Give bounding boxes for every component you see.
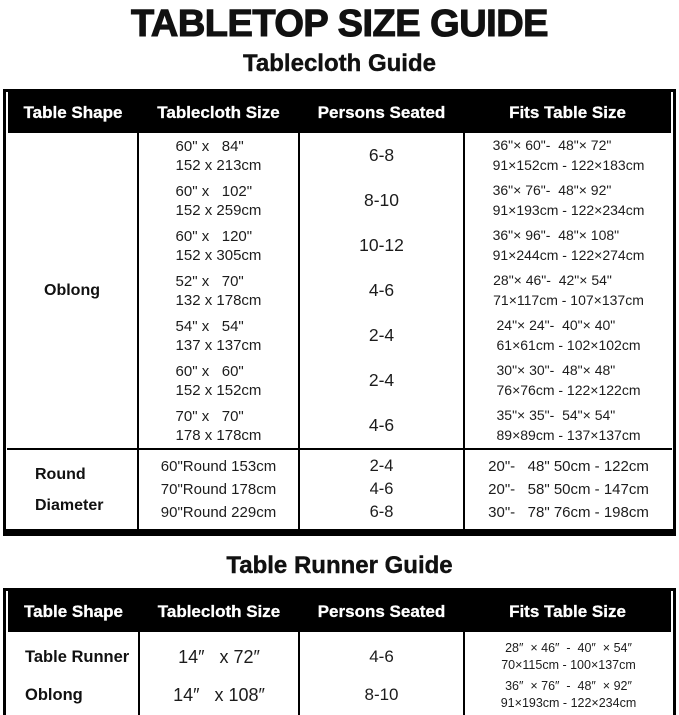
header-fits-table-size: Fits Table Size (464, 92, 672, 133)
fits-line-1: 36"× 60"- 48"× 72" (492, 137, 612, 153)
runner-row-2 (7, 676, 672, 715)
page-title: TABLETOP SIZE GUIDE (131, 3, 548, 45)
size-cell (138, 358, 299, 403)
size-line-1: 60" x 102" (175, 182, 253, 200)
runner-row-1 (7, 632, 672, 676)
fits-line-2: 70×115cm - 100×137cm (501, 658, 636, 672)
fits-cell (464, 133, 672, 178)
fits-cell (464, 178, 672, 223)
persons-cell: 10-12 (299, 223, 464, 268)
shape-line-round: Round (35, 465, 86, 483)
shape-line-diameter: Diameter (35, 496, 104, 514)
persons-cell: 2-4 (299, 313, 464, 358)
fits-line-1: 36″ × 76″ - 48″ × 92″ (505, 679, 632, 693)
size-line-1: 54" x 54" (175, 317, 244, 335)
size-cell (138, 223, 299, 268)
tablecloth-table (6, 92, 673, 529)
size-cell (138, 133, 299, 178)
fits-line-2: 76×76cm - 122×122cm (496, 381, 641, 398)
size-cell: 90"Round 229cm (138, 501, 299, 529)
shape-cell-oblong: Oblong (44, 281, 100, 299)
table-runner-guide-table (3, 588, 676, 715)
shape-cell-round-diameter (7, 449, 138, 529)
oblong-row-1 (7, 133, 672, 178)
size-line-1: 60" x 60" (175, 362, 244, 380)
fits-cell (464, 403, 672, 449)
size-line-1: 52" x 70" (175, 272, 244, 290)
size-line-2: 132 x 178cm (175, 291, 262, 309)
size-line-1: 60" x 84" (175, 137, 244, 155)
persons-cell: 4-6 (299, 478, 464, 501)
fits-cell: 30"- 78" 76cm - 198cm (464, 501, 672, 529)
fits-line-2: 71×117cm - 107×137cm (493, 291, 644, 308)
persons-cell: 8-10 (299, 676, 464, 715)
fits-line-1: 28″ × 46″ - 40″ × 54″ (505, 641, 632, 655)
fits-line-2: 89×89cm - 137×137cm (496, 426, 641, 443)
size-cell: 70"Round 178cm (138, 478, 299, 501)
header-table-shape: Table Shape (7, 591, 139, 632)
shape-cell: Table Runner (25, 647, 130, 666)
size-cell (138, 313, 299, 358)
size-cell: 60"Round 153cm (138, 449, 299, 478)
fits-cell: 20"- 48" 50cm - 122cm (464, 449, 672, 478)
header-fits-table-size: Fits Table Size (464, 591, 672, 632)
table-runner-guide-subtitle: Table Runner Guide (226, 552, 453, 579)
fits-line-2: 91×193cm - 122×234cm (500, 696, 637, 710)
fits-cell (464, 313, 672, 358)
tablecloth-guide-subtitle: Tablecloth Guide (243, 50, 436, 77)
size-line-2: 152 x 152cm (175, 381, 262, 399)
header-table-shape: Table Shape (7, 92, 138, 133)
fits-cell (464, 268, 672, 313)
size-line-2: 137 x 137cm (175, 336, 262, 354)
size-cell (138, 178, 299, 223)
round-row-1 (7, 449, 672, 478)
fits-cell: 20"- 58" 50cm - 147cm (464, 478, 672, 501)
fits-line-1: 24"× 24"- 40"× 40" (496, 317, 616, 333)
header-persons-seated: Persons Seated (299, 92, 464, 133)
size-line-1: 60" x 120" (175, 227, 253, 245)
fits-line-2: 91×152cm - 122×183cm (492, 156, 645, 173)
fits-cell (464, 223, 672, 268)
fits-line-1: 30"× 30"- 48"× 48" (496, 362, 616, 378)
persons-cell: 2-4 (299, 449, 464, 478)
fits-cell (464, 676, 672, 715)
fits-line-1: 28"× 46"- 42"× 54" (493, 272, 612, 288)
persons-cell: 2-4 (299, 358, 464, 403)
size-line-1: 70" x 70" (175, 407, 244, 425)
size-cell: 14″ x 108″ (139, 676, 299, 715)
persons-cell: 4-6 (299, 403, 464, 449)
fits-cell (464, 358, 672, 403)
shape-cell: Oblong (25, 685, 83, 704)
fits-cell (464, 632, 672, 676)
fits-line-2: 91×193cm - 122×234cm (492, 201, 645, 218)
size-line-2: 152 x 305cm (175, 246, 262, 264)
header-persons-seated: Persons Seated (299, 591, 464, 632)
size-cell: 14″ x 72″ (139, 632, 299, 676)
persons-cell: 6-8 (299, 501, 464, 529)
size-line-2: 152 x 259cm (175, 201, 262, 219)
tablecloth-header-row (7, 92, 672, 133)
tablecloth-guide-table (3, 89, 676, 536)
persons-cell: 4-6 (299, 268, 464, 313)
runner-table (6, 591, 673, 715)
size-line-2: 152 x 213cm (175, 156, 262, 174)
size-line-2: 178 x 178cm (175, 426, 262, 444)
fits-line-1: 36"× 76"- 48"× 92" (492, 182, 612, 198)
fits-line-1: 35"× 35"- 54"× 54" (496, 407, 616, 423)
fits-line-2: 91×244cm - 122×274cm (492, 246, 645, 263)
header-tablecloth-size: Tablecloth Size (138, 92, 299, 133)
runner-header-row (7, 591, 672, 632)
fits-line-1: 36"× 96"- 48"× 108" (492, 227, 620, 243)
persons-cell: 6-8 (299, 133, 464, 178)
header-tablecloth-size: Tablecloth Size (139, 591, 299, 632)
fits-line-2: 61×61cm - 102×102cm (496, 336, 641, 353)
persons-cell: 8-10 (299, 178, 464, 223)
persons-cell: 4-6 (299, 632, 464, 676)
size-cell (138, 403, 299, 449)
size-cell (138, 268, 299, 313)
